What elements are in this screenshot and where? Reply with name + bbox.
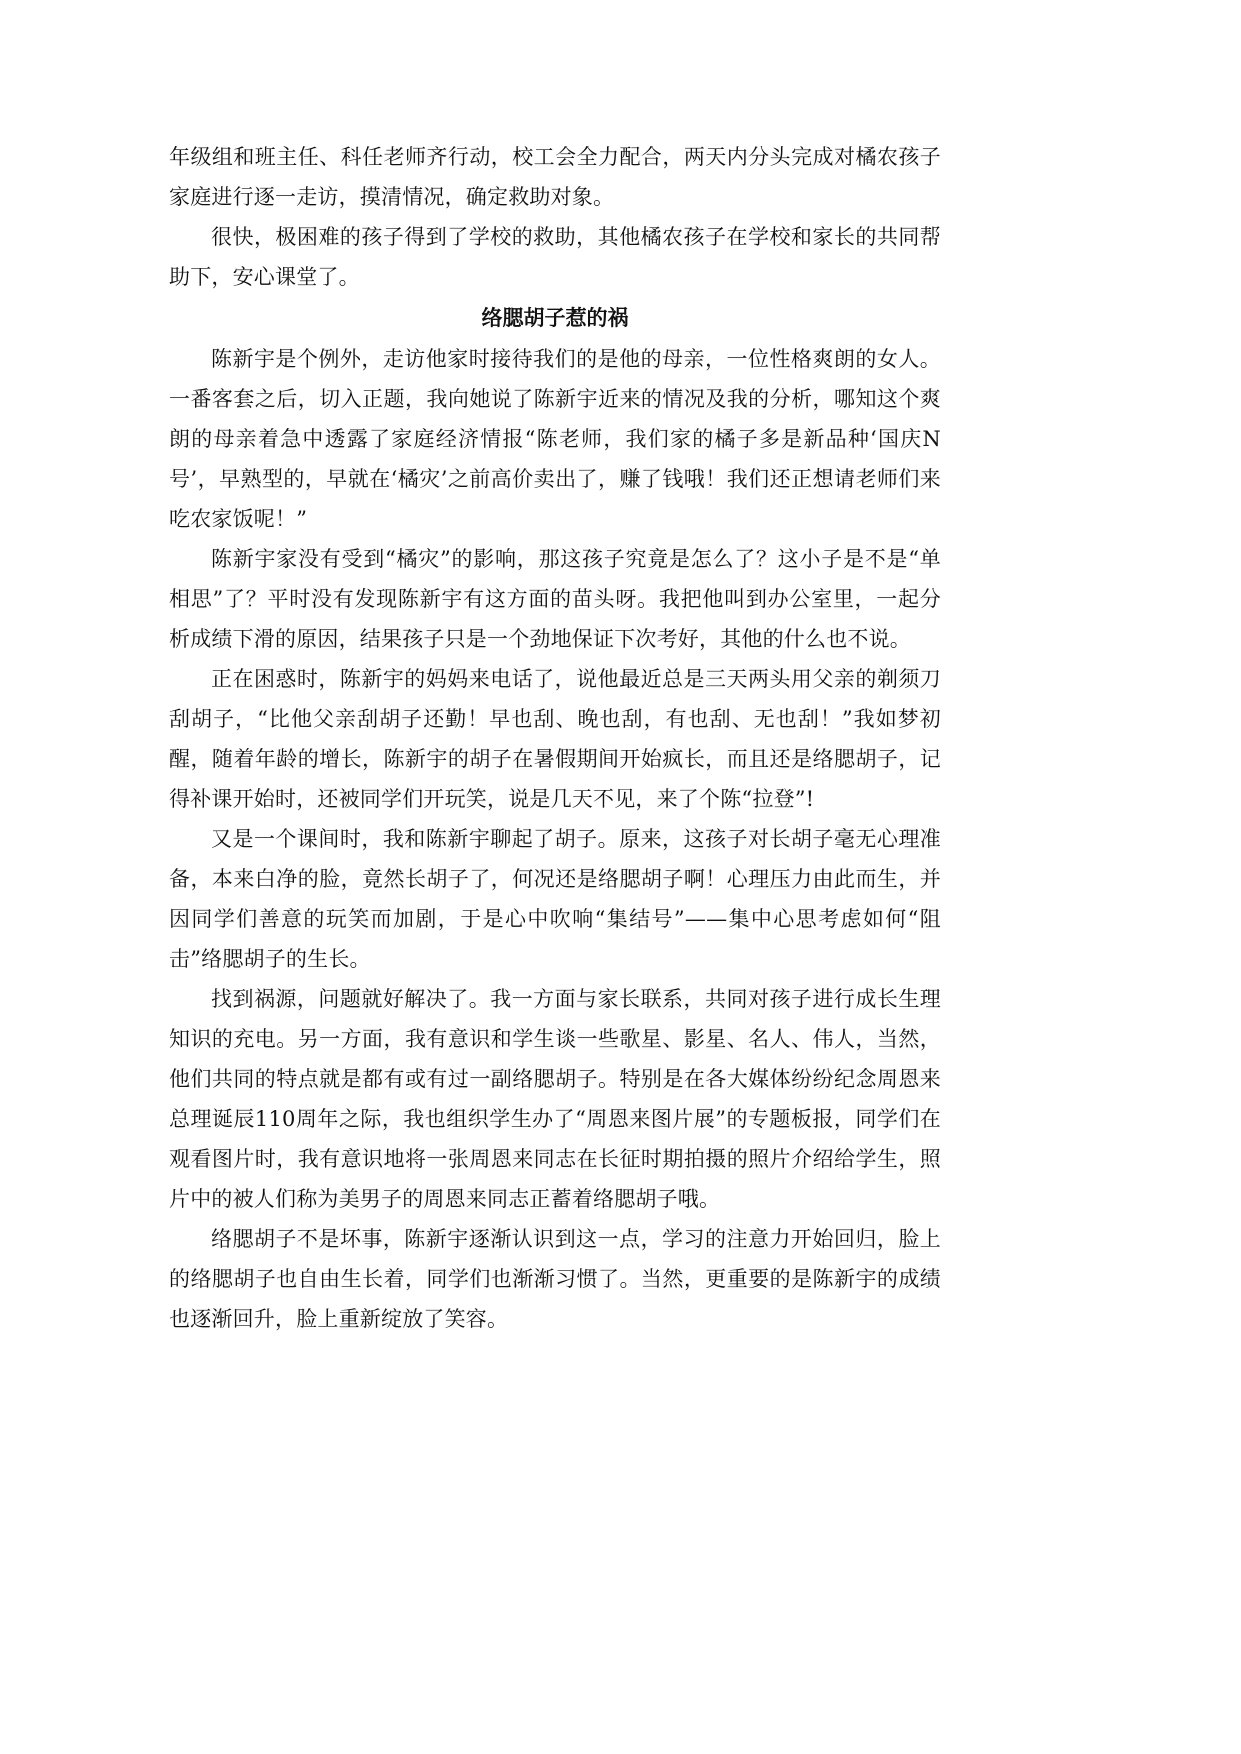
section-title: 络腮胡子惹的祸 (481, 306, 629, 330)
body-paragraph: 陈新宇家没有受到“橘灾”的影响，那这孩子究竟是怎么了？这小子是不是“单相思”了？平时没有发现陈新宇有这方面的苗头呀。我把他叫到办公室里，一起分析成绩下滑的原因，结果孩子只是一个劲地保证下次考好，其他的什么也不说。 (169, 547, 941, 651)
body-paragraph: 找到祸源，问题就好解决了。我一方面与家长联系，共同对孩子进行成长生理知识的充电。另一方面，我有意识和学生谈一些歌星、影星、名人、伟人，当然，他们共同的特点就是都有或有过一副络腮胡子。特别是在各大媒体纷纷纪念周恩来总理诞辰110周年之际，我也组织学生办了“周恩来图片展”的专题板报，同学们在观看图片时，我有意识地将一张周恩来同志在长征时期拍摄的照片介绍给学生，照片中的被人们称为美男子的周恩来同志正蓄着络腮胡子哦。 (169, 987, 941, 1211)
body-paragraph: 又是一个课间时，我和陈新宇聊起了胡子。原来，这孩子对长胡子毫无心理准备，本来白净的脸，竟然长胡子了，何况还是络腮胡子啊！心理压力由此而生，并因同学们善意的玩笑而加剧，于是心中吹响“集结号”——集中心思考虑如何“阻击”络腮胡子的生长。 (169, 827, 941, 971)
body-paragraph: 正在困惑时，陈新宇的妈妈来电话了，说他最近总是三天两头用父亲的剃须刀刮胡子，“比他父亲刮胡子还勤！早也刮、晚也刮，有也刮、无也刮！”我如梦初醒，随着年龄的增长，陈新宇的胡子在暑假期间开始疯长，而且还是络腮胡子，记得补课开始时，还被同学们开玩笑，说是几天不见，来了个陈“拉登”! (169, 667, 941, 811)
body-paragraph: 络腮胡子不是坏事，陈新宇逐渐认识到这一点，学习的注意力开始回归，脸上的络腮胡子也自由生长着，同学们也渐渐习惯了。当然，更重要的是陈新宇的成绩也逐渐回升，脸上重新绽放了笑容。 (169, 1227, 941, 1331)
intro-paragraph: 年级组和班主任、科任老师齐行动，校工会全力配合，两天内分头完成对橘农孩子家庭进行逐一走访，摸清情况，确定救助对象。 (169, 145, 941, 209)
body-paragraph: 陈新宇是个例外，走访他家时接待我们的是他的母亲，一位性格爽朗的女人。一番客套之后，切入正题，我向她说了陈新宇近来的情况及我的分析，哪知这个爽朗的母亲着急中透露了家庭经济情报“陈老师，我们家的橘子多是新品种‘国庆N号’，早熟型的，早就在‘橘灾’之前高价卖出了，赚了钱哦！我们还正想请老师们来吃农家饭呢！” (169, 347, 941, 531)
document-page (169, 137, 941, 1339)
intro-paragraph: 很快，极困难的孩子得到了学校的救助，其他橘农孩子在学校和家长的共同帮助下，安心课堂了。 (169, 225, 941, 289)
